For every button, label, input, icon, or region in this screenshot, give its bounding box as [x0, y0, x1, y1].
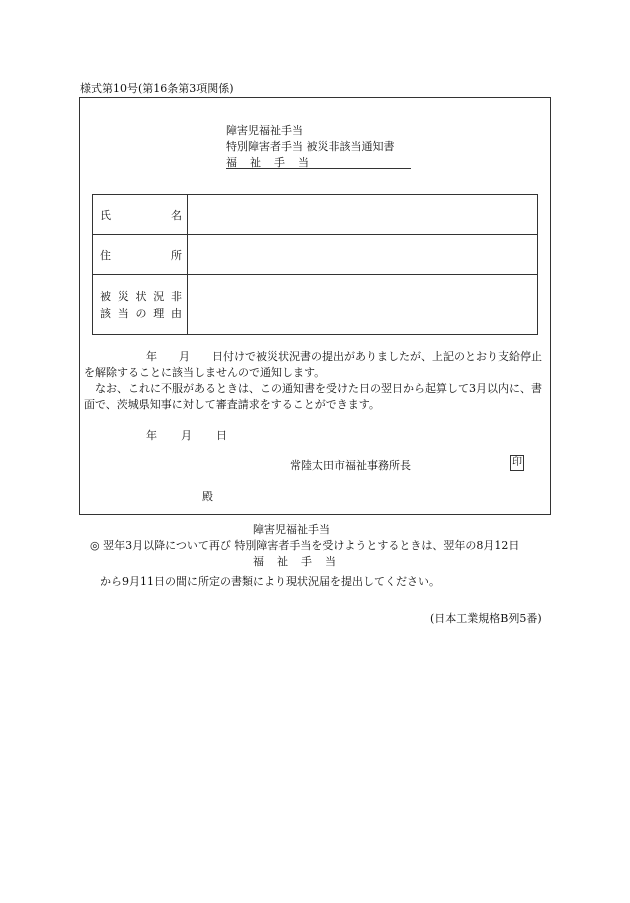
title-underline	[226, 168, 411, 169]
paper-standard-note: (日本工業規格B列5番)	[430, 612, 542, 625]
issuing-office: 常陸太田市福祉事務所長	[290, 459, 411, 472]
issue-date	[146, 427, 227, 443]
notification-body	[84, 349, 544, 413]
applicant-info-table	[92, 194, 538, 335]
notice-line-1: 障害児福祉手当	[253, 523, 330, 536]
body-year: 年	[146, 350, 157, 363]
document-title	[226, 123, 395, 171]
name-label	[100, 207, 182, 223]
notice-line-4: から9月11日の間に所定の書類により現状況届を提出してください。	[100, 575, 440, 588]
reason-label-line-2: 該当の理由	[100, 306, 182, 320]
issue-date-day: 日	[216, 429, 227, 442]
body-paragraph-1-text: 日付けで被災状況書の提出がありましたが、上記のとおり支給停止を解除することに該当しませんので通知します。	[84, 350, 542, 379]
address-row	[93, 235, 538, 275]
address-field[interactable]	[188, 235, 538, 275]
seal-mark: 印	[510, 455, 524, 471]
form-number-label: 様式第10号(第16条第3項関係)	[80, 82, 234, 95]
notice-line-2: ◎ 翌年3月以降について再び 特別障害者手当を受けようとするときは、翌年の8月12日	[90, 539, 520, 552]
reason-label	[100, 288, 182, 322]
body-paragraph-1	[84, 349, 544, 381]
address-label-char-2: 所	[171, 248, 182, 262]
address-label-char-1: 住	[100, 248, 111, 262]
reason-field[interactable]	[188, 275, 538, 335]
reason-row	[93, 275, 538, 335]
name-field[interactable]	[188, 195, 538, 235]
notice-line-3: 福祉手当	[253, 555, 349, 568]
title-line-2: 特別障害者手当 被災非該当通知書	[226, 140, 395, 153]
reason-label-cell	[93, 275, 188, 335]
body-month: 月	[179, 350, 190, 363]
addressee-suffix: 殿	[202, 490, 213, 503]
issue-date-month: 月	[181, 429, 192, 442]
name-row	[93, 195, 538, 235]
title-line-1: 障害児福祉手当	[226, 124, 303, 137]
issue-date-year: 年	[146, 429, 157, 442]
address-label	[100, 247, 182, 263]
address-label-cell	[93, 235, 188, 275]
reason-label-line-1: 被災状況非	[100, 289, 182, 303]
body-paragraph-2	[84, 381, 544, 413]
name-label-cell	[93, 195, 188, 235]
name-label-char-2: 名	[171, 208, 182, 222]
name-label-char-1: 氏	[100, 208, 111, 222]
title-line-3: 福祉手当	[226, 156, 322, 169]
body-paragraph-2-text: なお、これに不服があるときは、この通知書を受けた日の翌日から起算して3月以内に、書面で、茨城県知事に対して審査請求をすることができます。	[84, 382, 542, 411]
